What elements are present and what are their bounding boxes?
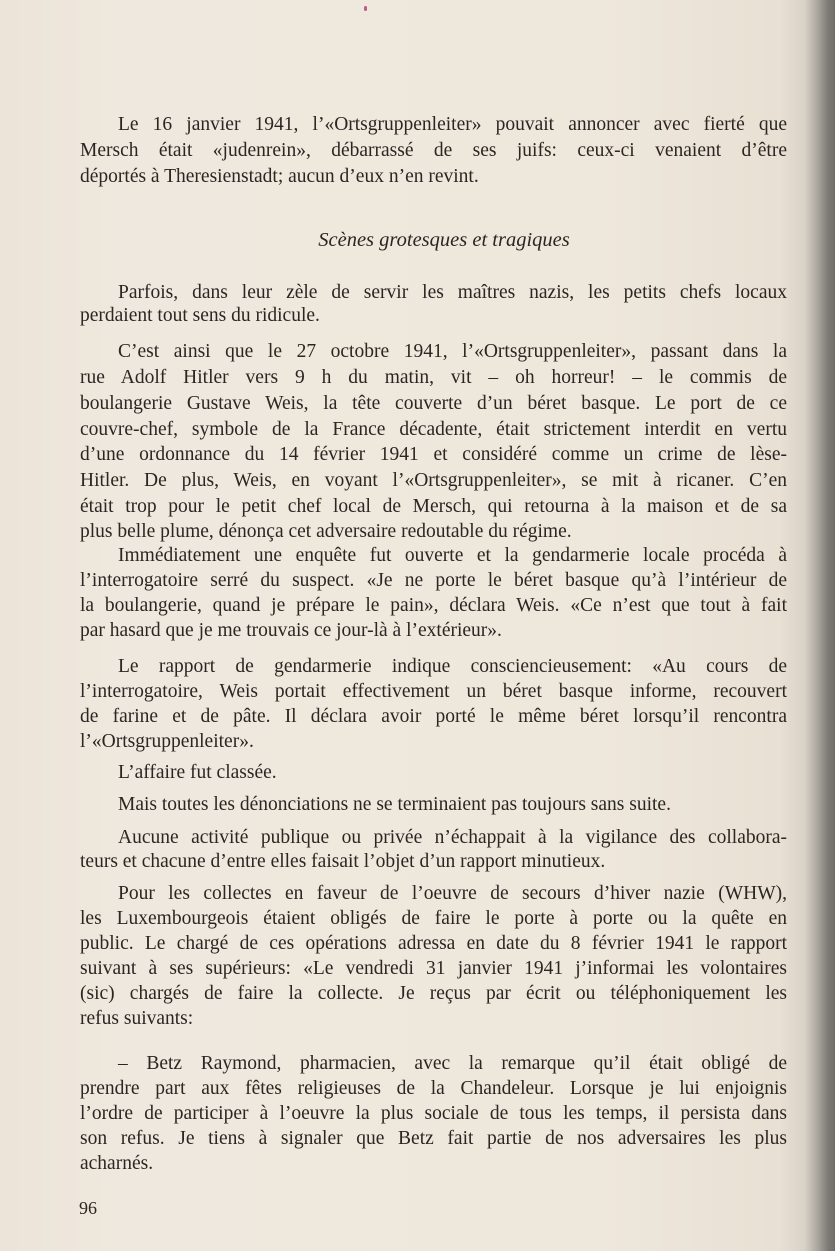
paragraph-3-line: la boulangerie, quand je prépare le pain», déclara Weis. «Ce n’est que tout à fait	[80, 595, 787, 616]
paragraph-8-line: (sic) chargés de faire la collecte. Je reçus par écrit ou téléphoniquement les	[80, 983, 787, 1004]
paragraph-3-line: l’interrogatoire serré du suspect. «Je ne porte le béret basque qu’à l’intérieur de	[80, 570, 787, 591]
paragraph-3-line: par hasard que je me trouvais ce jour-là à l’extérieur».	[80, 620, 502, 641]
paragraph-7-line: teurs et chacune d’entre elles faisait l’objet d’un rapport minutieux.	[80, 851, 606, 872]
paragraph-7-line: Aucune activité publique ou privée n’échappait à la vigilance des collabora-	[118, 827, 787, 848]
paragraph-2-line: rue Adolf Hitler vers 9 h du matin, vit – oh horreur! – le commis de	[80, 367, 787, 388]
paragraph-9-line: – Betz Raymond, pharmacien, avec la remarque qu’il était obligé de	[118, 1053, 787, 1074]
paragraph-9-line: prendre part aux fêtes religieuses de la Chandeleur. Lorsque je lui enjoignis	[80, 1078, 787, 1099]
paragraph-2-line: boulangerie Gustave Weis, la tête couverte d’un béret basque. Le port de ce	[80, 393, 787, 414]
paragraph-0-line: Mersch était «judenrein», débarrassé de ses juifs: ceux-ci venaient d’être	[80, 140, 787, 161]
page-number: 96	[79, 1198, 97, 1218]
paragraph-8-line: Pour les collectes en faveur de l’oeuvre de secours d’hiver nazie (WHW),	[118, 883, 787, 904]
paragraph-2-line: plus belle plume, dénonça cet adversaire redoutable du régime.	[80, 521, 572, 542]
paragraph-4-line: l’interrogatoire, Weis portait effectivement un béret basque informe, recouvert	[80, 681, 787, 702]
paragraph-2-line: était trop pour le petit chef local de Mersch, qui retourna à la maison et de sa	[80, 496, 787, 517]
paragraph-4-line: de farine et de pâte. Il déclara avoir porté le même béret lorsqu’il rencontra	[80, 706, 787, 727]
paragraph-4-line: Le rapport de gendarmerie indique consciencieusement: «Au cours de	[118, 656, 787, 677]
paragraph-9-line: son refus. Je tiens à signaler que Betz fait partie de nos adversaires les plus	[80, 1128, 787, 1149]
paragraph-8-line: suivant à ses supérieurs: «Le vendredi 31 janvier 1941 j’informai les volontaires	[80, 958, 787, 979]
paragraph-8-line: refus suivants:	[80, 1008, 194, 1029]
paragraph-1-line: Parfois, dans leur zèle de servir les maîtres nazis, les petits chefs locaux	[118, 282, 787, 303]
paragraph-8-line: public. Le chargé de ces opérations adressa en date du 8 février 1941 le rapport	[80, 933, 787, 954]
paragraph-4-line: l’«Ortsgruppenleiter».	[80, 731, 254, 752]
paragraph-5-line: L’affaire fut classée.	[118, 762, 277, 783]
paragraph-1-line: perdaient tout sens du ridicule.	[80, 305, 320, 326]
paragraph-2-line: d’une ordonnance du 14 février 1941 et considéré comme un crime de lèse-	[80, 444, 787, 465]
paragraph-2-line: couvre-chef, symbole de la France décadente, était strictement interdit en vertu	[80, 419, 787, 440]
paragraph-0-line: Le 16 janvier 1941, l’«Ortsgruppenleiter» pouvait annoncer avec fierté que	[118, 114, 787, 135]
ink-mark	[364, 6, 367, 11]
paragraph-2-line: Hitler. De plus, Weis, en voyant l’«Ortsgruppenleiter», se mit à ricaner. C’en	[80, 470, 787, 491]
paragraph-2-line: C’est ainsi que le 27 octobre 1941, l’«Ortsgruppenleiter», passant dans la	[118, 341, 787, 362]
paragraph-6-line: Mais toutes les dénonciations ne se terminaient pas toujours sans suite.	[118, 794, 671, 815]
paragraph-9-line: acharnés.	[80, 1153, 154, 1174]
paragraph-8-line: les Luxembourgeois étaient obligés de faire le porte à porte ou la quête en	[80, 908, 787, 929]
paragraph-3-line: Immédiatement une enquête fut ouverte et la gendarmerie locale procéda à	[118, 545, 787, 566]
paragraph-9-line: l’ordre de participer à l’oeuvre la plus sociale de tous les temps, il persista dans	[80, 1103, 787, 1124]
section-heading: Scènes grotesques et tragiques	[318, 229, 570, 251]
paragraph-0-line: déportés à Theresienstadt; aucun d’eux n’en revint.	[80, 166, 479, 187]
